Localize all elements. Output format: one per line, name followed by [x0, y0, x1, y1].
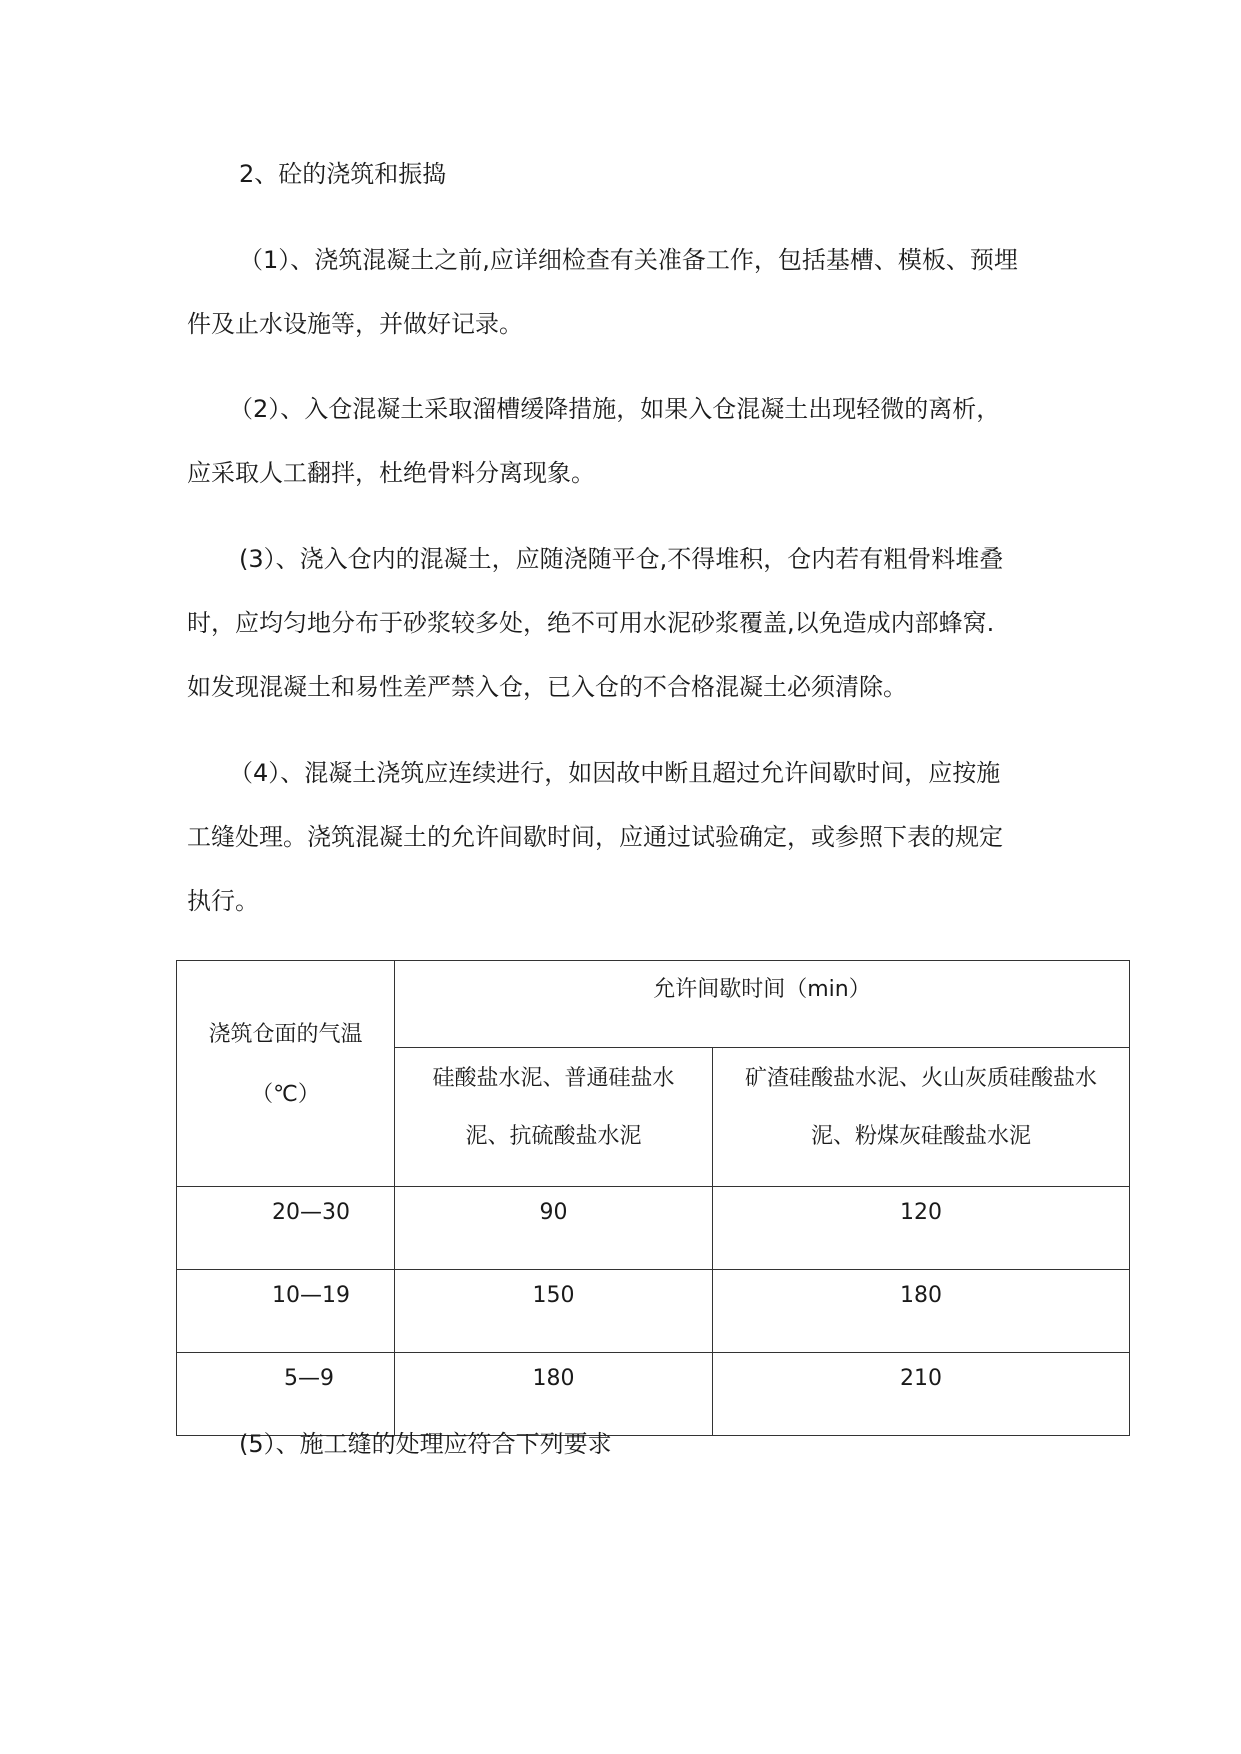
paragraph-line: (3）、浇入仓内的混凝土，应随浇随平仓,不得堆积，仓内若有粗骨料堆叠: [239, 545, 1004, 573]
cement-b-value: 180: [900, 1283, 942, 1308]
temp-value: 10—19: [272, 1283, 350, 1308]
cement-a-header-line: 硅酸盐水泥、普通硅盐水: [432, 1066, 675, 1091]
paragraph-line: 工缝处理。浇筑混凝土的允许间歇时间，应通过试验确定，或参照下表的规定: [187, 823, 1003, 851]
temp-header-unit: （℃）: [251, 1082, 320, 1107]
paragraph-line: 执行。: [187, 887, 259, 915]
temp-cell: [177, 1270, 395, 1353]
cement-b-value: 210: [900, 1366, 942, 1391]
cement-b-value: 120: [900, 1200, 942, 1225]
table-row: [177, 1270, 1130, 1353]
cement-b-cell: [713, 1353, 1130, 1436]
cement-b-cell: [713, 1270, 1130, 1353]
paragraph-line: 时，应均匀地分布于砂浆较多处，绝不可用水泥砂浆覆盖,以免造成内部蜂窝.: [187, 609, 995, 637]
cement-a-cell: [395, 1270, 713, 1353]
paragraph-1: [187, 228, 1067, 356]
cement-b-header-cell: [713, 1048, 1130, 1187]
cement-a-value: 150: [532, 1283, 575, 1308]
temp-header-label: 浇筑仓面的气温: [208, 1022, 363, 1047]
interval-header-cell: [395, 961, 1130, 1048]
paragraph-line: （4）、混凝土浇筑应连续进行，如因故中断且超过允许间歇时间，应按施: [229, 759, 1001, 787]
cement-a-value: 180: [532, 1366, 575, 1391]
table-row: [177, 1187, 1130, 1270]
temp-header-cell: [177, 961, 395, 1187]
next-item-heading: (5）、施工缝的处理应符合下列要求: [239, 1430, 612, 1458]
temp-cell: [177, 1187, 395, 1270]
temp-value: 5—9: [284, 1366, 334, 1391]
paragraph-line: （1）、浇筑混凝土之前,应详细检查有关准备工作，包括基槽、模板、预埋: [239, 246, 1018, 274]
paragraph-line: 应采取人工翻拌，杜绝骨料分离现象。: [187, 459, 595, 487]
paragraph-3: [187, 527, 1067, 719]
paragraph-2: [187, 377, 1067, 505]
cement-a-cell: [395, 1187, 713, 1270]
interval-header-label: 允许间歇时间（min）: [653, 977, 871, 1002]
interval-table: [176, 960, 1130, 1436]
cement-b-header-line: 矿渣硅酸盐水泥、火山灰质硅酸盐水: [744, 1066, 1097, 1091]
cement-a-header-line: 泥、抗硫酸盐水泥: [465, 1124, 642, 1149]
paragraph-line: 件及止水设施等，并做好记录。: [187, 310, 523, 338]
table-header-row: [177, 961, 1130, 1048]
paragraph-line: 如发现混凝土和易性差严禁入仓，已入仓的不合格混凝土必须清除。: [187, 673, 907, 701]
paragraph-4: [187, 741, 1067, 933]
cement-b-header-line: 泥、粉煤灰硅酸盐水泥: [810, 1124, 1031, 1149]
temp-value: 20—30: [272, 1200, 350, 1225]
cement-a-value: 90: [539, 1200, 568, 1225]
cement-a-header-cell: [395, 1048, 713, 1187]
cement-b-cell: [713, 1187, 1130, 1270]
section-heading: 2、砼的浇筑和振捣: [239, 160, 447, 188]
paragraph-line: （2）、入仓混凝土采取溜槽缓降措施，如果入仓混凝土出现轻微的离析，: [229, 395, 1001, 423]
